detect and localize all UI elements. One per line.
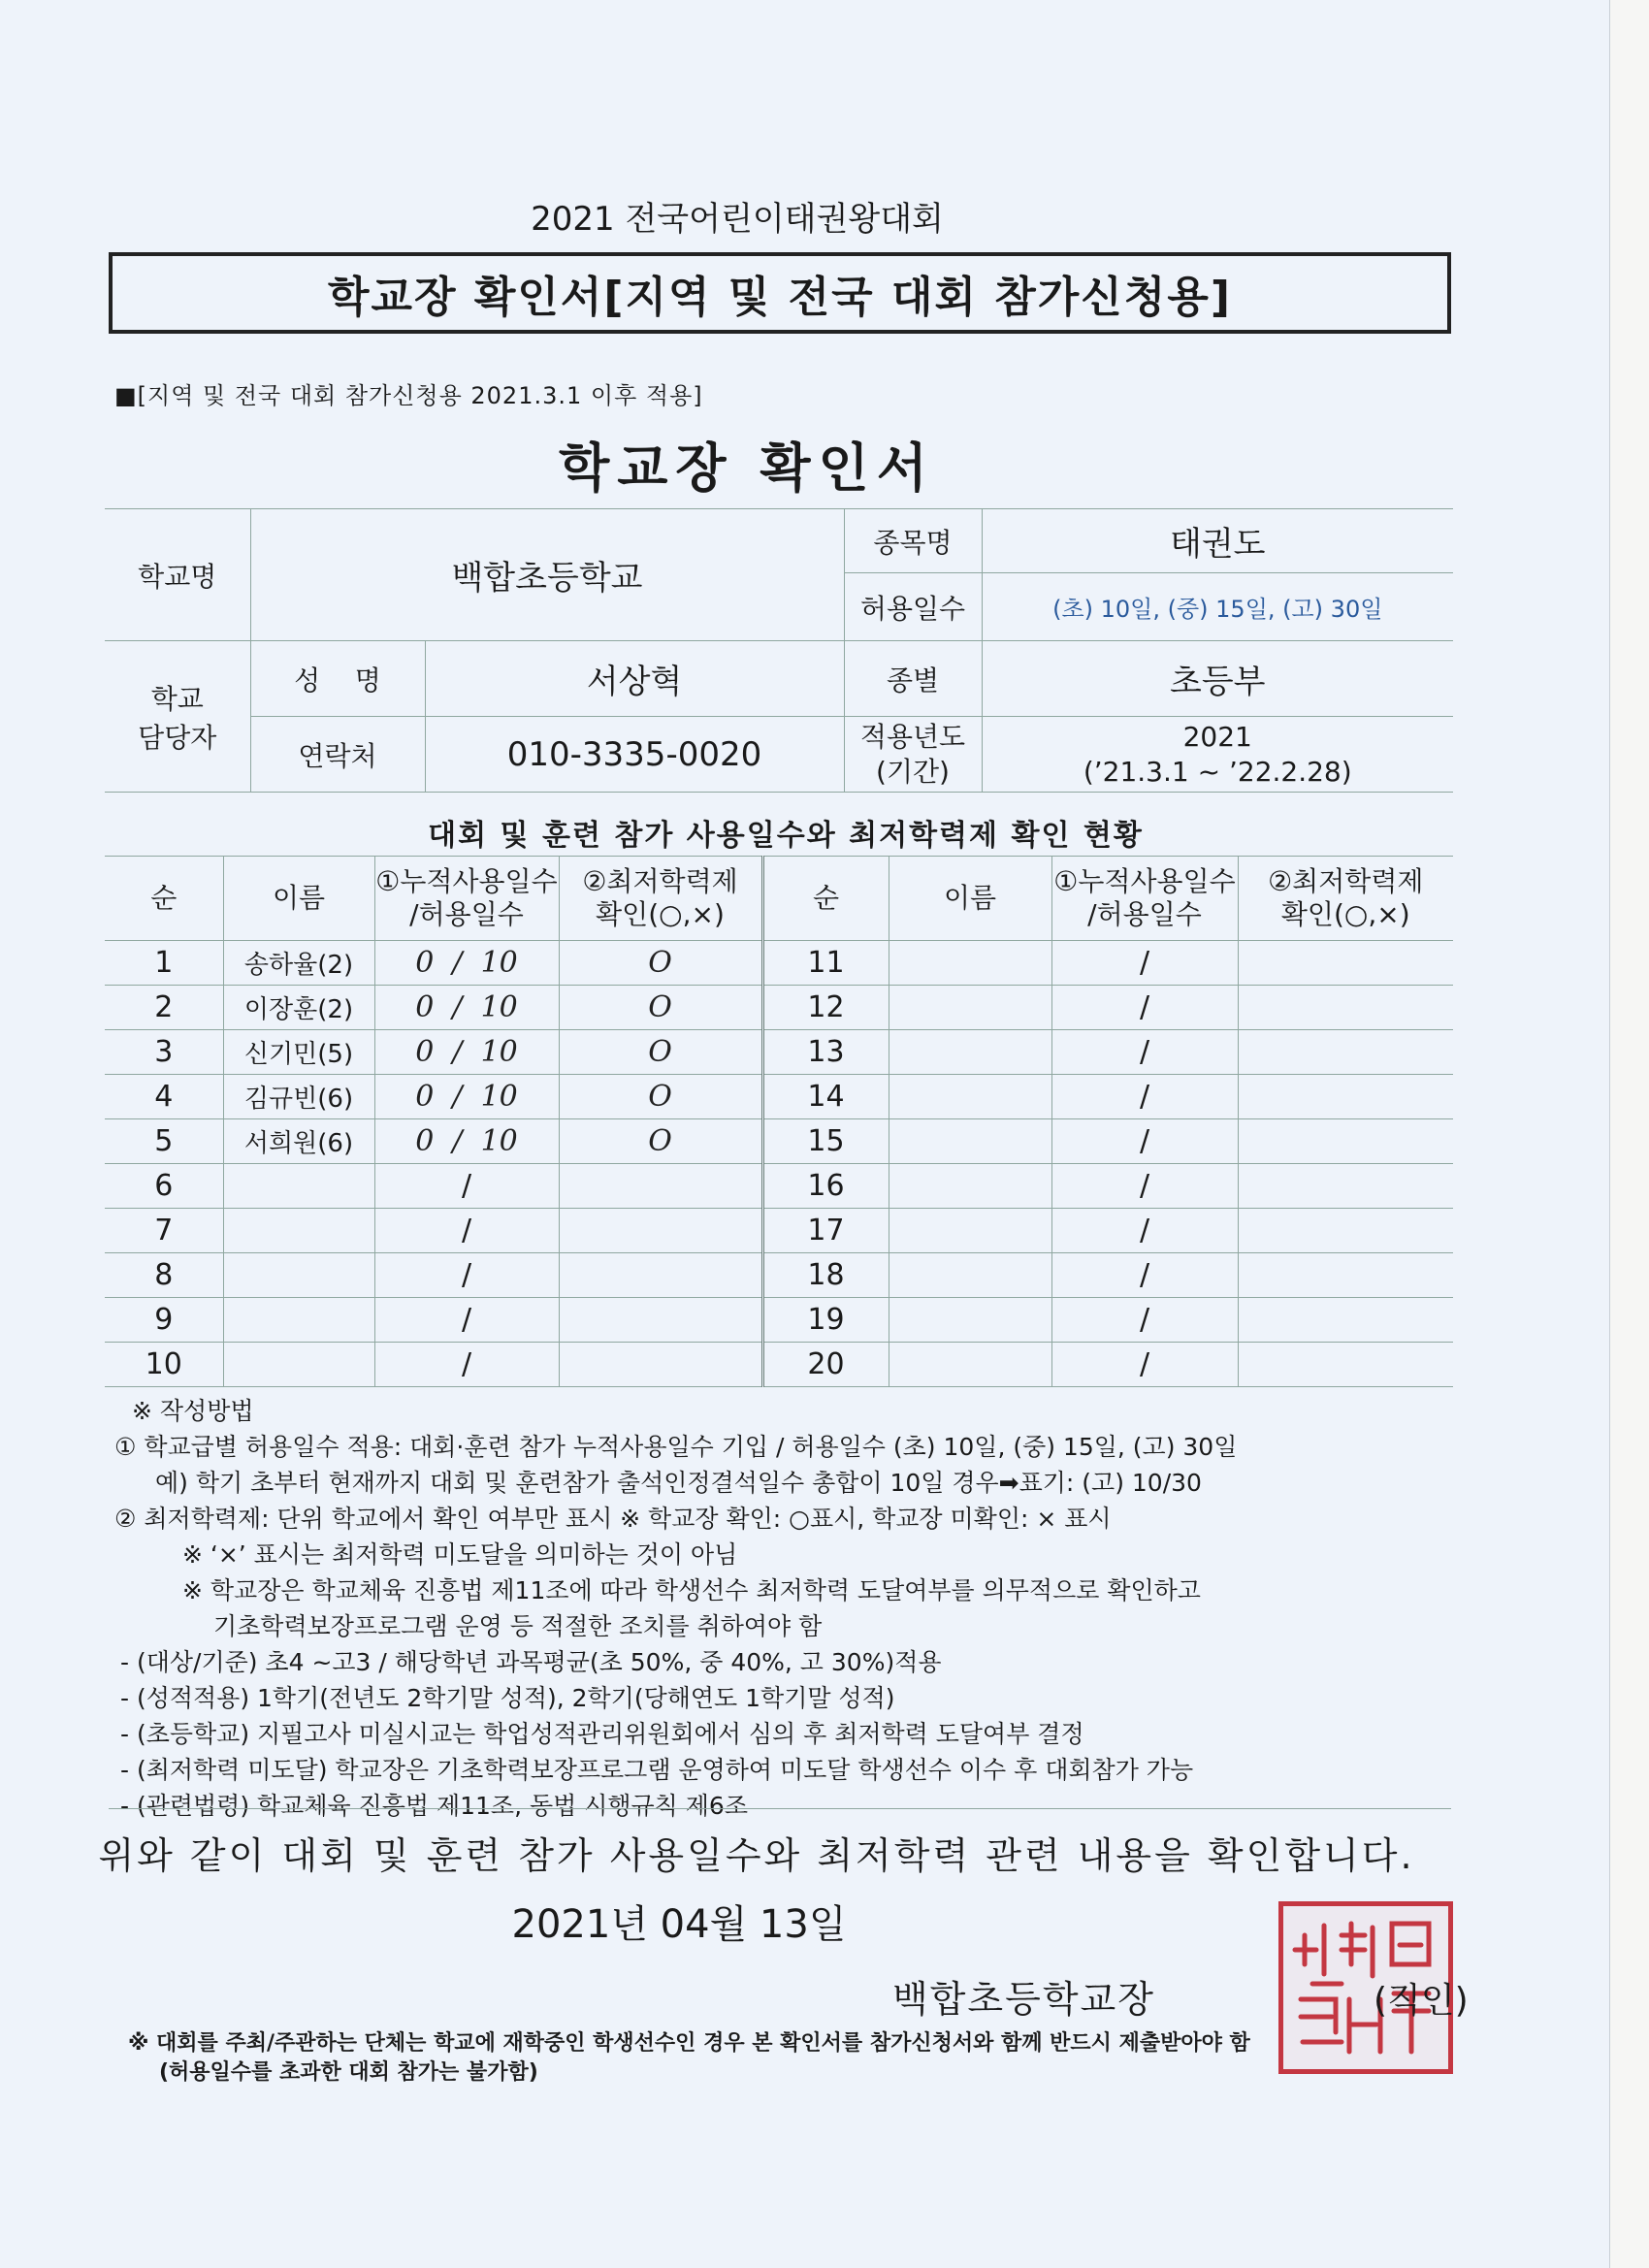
writing-instructions: [114, 1393, 1472, 1824]
sport-label: 종목명: [844, 509, 982, 573]
row-days: /: [1051, 941, 1238, 986]
note-item: - (성적적용) 1학기(전년도 2학기말 성적), 2학기(당해연도 1학기말 성적): [120, 1684, 895, 1712]
row-check: [559, 1343, 762, 1387]
footnote-line-2: (허용일수를 초과한 대회 참가는 불가함): [159, 2060, 538, 2085]
note-item: 기초학력보장프로그램 운영 등 적절한 조치를 취하여야 함: [213, 1612, 823, 1640]
allowed-days-label: 허용일수: [844, 573, 982, 641]
header-days-right: [1051, 857, 1238, 941]
row-name: [889, 1209, 1051, 1253]
division-label: 종별: [844, 641, 982, 717]
row-check: [1238, 1164, 1453, 1209]
row-no: 11: [762, 941, 889, 986]
notes-heading: ※ 작성방법: [132, 1397, 254, 1425]
header-check-right: [1238, 857, 1453, 941]
row-no: 18: [762, 1253, 889, 1298]
issue-date: 2021년 04월 13일: [511, 1902, 847, 1947]
note-item: 예) 학기 초부터 현재까지 대회 및 훈련참가 출석인정결석일수 총합이 10일 경우➡표기: (고) 10/30: [155, 1469, 1202, 1497]
row-check: [559, 1253, 762, 1298]
row-check: [1238, 1253, 1453, 1298]
row-check: [559, 1209, 762, 1253]
header-days-line-1: ①누적사용일수: [375, 865, 558, 897]
row-days: /: [374, 1298, 559, 1343]
row-check: O: [559, 1075, 762, 1119]
row-no: 1: [105, 941, 223, 986]
division-value: 초등부: [982, 641, 1453, 717]
row-name: [223, 1298, 374, 1343]
row-name: [889, 941, 1051, 986]
note-item: ② 최저학력제: 단위 학교에서 확인 여부만 표시 ※ 학교장 확인: ○표시, 학교장 미확인: × 표시: [114, 1505, 1112, 1533]
header-days-line-2: /허용일수: [1087, 898, 1202, 930]
manager-label: [105, 641, 250, 793]
row-no: 8: [105, 1253, 223, 1298]
row-name: [889, 986, 1051, 1030]
row-check: [1238, 1075, 1453, 1119]
year-label: [844, 717, 982, 793]
row-days: /: [1051, 1030, 1238, 1075]
year-value: [982, 717, 1453, 793]
table-row: [105, 1253, 1453, 1298]
row-no: 20: [762, 1343, 889, 1387]
row-check: [1238, 1119, 1453, 1164]
info-table: [105, 508, 1453, 793]
row-check: [1238, 986, 1453, 1030]
footnote: [128, 2029, 1467, 2088]
note-item: - (초등학교) 지필고사 미실시교는 학업성적관리위원회에서 심의 후 최저학력 도달여부 결정: [120, 1720, 1084, 1748]
contact-label: 연락처: [250, 717, 425, 793]
row-no: 6: [105, 1164, 223, 1209]
usage-table: [105, 856, 1453, 1387]
row-days: /: [374, 1164, 559, 1209]
row-no: 10: [105, 1343, 223, 1387]
row-check: [1238, 1030, 1453, 1075]
row-name: [889, 1030, 1051, 1075]
sport-value: 태권도: [982, 509, 1453, 573]
header-no-right: 순: [762, 857, 889, 941]
row-name: [223, 1209, 374, 1253]
row-no: 2: [105, 986, 223, 1030]
table-row: [105, 1119, 1453, 1164]
note-item: - (대상/기준) 초4 ~고3 / 해당학년 과목평균(초 50%, 중 40%, 고 30%)적용: [120, 1648, 942, 1676]
year-value-line-2: (’21.3.1 ~ ’22.2.28): [1083, 755, 1352, 788]
table-row: [105, 1164, 1453, 1209]
header-check-line-1: ②최저학력제: [582, 865, 738, 897]
row-no: 15: [762, 1119, 889, 1164]
row-days: 0 / 10: [374, 1119, 559, 1164]
seal-label: (직인): [1374, 1981, 1469, 2021]
row-name: [223, 1343, 374, 1387]
row-no: 3: [105, 1030, 223, 1075]
header-days-left: [374, 857, 559, 941]
header-no-left: 순: [105, 857, 223, 941]
row-name: 김규빈(6): [223, 1075, 374, 1119]
row-days: /: [1051, 1253, 1238, 1298]
row-name: 이장훈(2): [223, 986, 374, 1030]
allowed-days-value: (초) 10일, (중) 15일, (고) 30일: [982, 573, 1453, 641]
row-days: /: [374, 1343, 559, 1387]
row-no: 13: [762, 1030, 889, 1075]
note-item: ※ 학교장은 학교체육 진흥법 제11조에 따라 학생선수 최저학력 도달여부를 의무적으로 확인하고: [182, 1576, 1201, 1604]
row-name: [223, 1253, 374, 1298]
row-name: 신기민(5): [223, 1030, 374, 1075]
table-row: [105, 1298, 1453, 1343]
row-days: /: [1051, 1075, 1238, 1119]
row-check: [1238, 1209, 1453, 1253]
row-name: [889, 1253, 1051, 1298]
manager-label-line-2: 담당자: [138, 721, 217, 754]
table-row: [105, 941, 1453, 986]
header-name-left: 이름: [223, 857, 374, 941]
row-name: [889, 1164, 1051, 1209]
year-value-line-1: 2021: [1182, 720, 1252, 753]
note-item: ① 학교급별 허용일수 적용: 대회·훈련 참가 누적사용일수 기입 / 허용일수 (초) 10일, (중) 15일, (고) 30일: [114, 1433, 1238, 1461]
row-check: [1238, 941, 1453, 986]
row-days: /: [374, 1253, 559, 1298]
school-value: 백합초등학교: [250, 509, 844, 641]
manager-label-line-1: 학교: [150, 682, 204, 715]
table-row: [105, 1209, 1453, 1253]
row-days: 0 / 10: [374, 941, 559, 986]
row-days: /: [1051, 1209, 1238, 1253]
row-check: O: [559, 941, 762, 986]
row-name: [889, 1119, 1051, 1164]
header-days-line-1: ①누적사용일수: [1053, 865, 1236, 897]
row-days: 0 / 10: [374, 1075, 559, 1119]
row-name: [889, 1298, 1051, 1343]
row-days: /: [1051, 1298, 1238, 1343]
contact-value: 010-3335-0020: [425, 717, 844, 793]
header-days-line-2: /허용일수: [409, 898, 524, 930]
table-row: [105, 986, 1453, 1030]
header-check-line-2: 확인(○,×): [596, 898, 725, 930]
divider: [109, 1808, 1451, 1809]
year-label-line-1: 적용년도: [859, 720, 966, 753]
row-days: 0 / 10: [374, 986, 559, 1030]
section-title: 대회 및 훈련 참가 사용일수와 최저학력제 확인 현황: [428, 819, 1144, 853]
row-no: 5: [105, 1119, 223, 1164]
row-no: 9: [105, 1298, 223, 1343]
row-check: O: [559, 986, 762, 1030]
row-no: 14: [762, 1075, 889, 1119]
row-name: [889, 1075, 1051, 1119]
footnote-line-1: ※ 대회를 주최/주관하는 단체는 학교에 재학중인 학생선수인 경우 본 확인서를 참가신청서와 함께 반드시 제출받아야 함: [128, 2031, 1250, 2056]
note-item: - (관련법령) 학교체육 진흥법 제11조, 동법 시행규칙 제6조: [120, 1792, 748, 1820]
row-days: /: [1051, 1119, 1238, 1164]
row-days: /: [1051, 986, 1238, 1030]
row-check: [1238, 1298, 1453, 1343]
note-item: ※ ‘×’ 표시는 최저학력 미도달을 의미하는 것이 아님: [182, 1540, 738, 1569]
row-check: [1238, 1343, 1453, 1387]
name-label: 성 명: [250, 641, 425, 717]
name-value: 서상혁: [425, 641, 844, 717]
school-label: 학교명: [105, 509, 250, 641]
row-name: [889, 1343, 1051, 1387]
row-no: 19: [762, 1298, 889, 1343]
row-no: 7: [105, 1209, 223, 1253]
row-days: /: [374, 1209, 559, 1253]
row-name: 송하율(2): [223, 941, 374, 986]
header-check-line-1: ②최저학력제: [1268, 865, 1424, 897]
header-check-left: [559, 857, 762, 941]
row-no: 12: [762, 986, 889, 1030]
row-name: 서희원(6): [223, 1119, 374, 1164]
row-days: /: [1051, 1164, 1238, 1209]
row-days: 0 / 10: [374, 1030, 559, 1075]
header-name-right: 이름: [889, 857, 1051, 941]
table-row: [105, 1075, 1453, 1119]
row-check: [559, 1164, 762, 1209]
row-no: 16: [762, 1164, 889, 1209]
table-row: [105, 1030, 1453, 1075]
form-title-box: 학교장 확인서[지역 및 전국 대회 참가신청용]: [109, 252, 1451, 334]
principal-signature: 백합초등학교장: [892, 1978, 1155, 2021]
row-name: [223, 1164, 374, 1209]
row-check: O: [559, 1119, 762, 1164]
table-row: [105, 1343, 1453, 1387]
page-edge: [1609, 0, 1649, 2268]
confirmation-statement: 위와 같이 대회 및 훈련 참가 사용일수와 최저학력 관련 내용을 확인합니다.: [98, 1834, 1415, 1877]
apply-note: ■[지역 및 전국 대회 참가신청용 2021.3.1 이후 적용]: [114, 382, 703, 409]
row-no: 4: [105, 1075, 223, 1119]
document-title: 학교장 확인서: [559, 437, 935, 499]
row-no: 17: [762, 1209, 889, 1253]
row-days: /: [1051, 1343, 1238, 1387]
row-check: O: [559, 1030, 762, 1075]
header-check-line-2: 확인(○,×): [1280, 898, 1410, 930]
row-check: [559, 1298, 762, 1343]
event-name: 2021 전국어린이태권왕대회: [531, 200, 944, 239]
note-item: - (최저학력 미도달) 학교장은 기초학력보장프로그램 운영하여 미도달 학생선수 이수 후 대회참가 가능: [120, 1756, 1194, 1784]
year-label-line-2: (기간): [876, 755, 950, 788]
